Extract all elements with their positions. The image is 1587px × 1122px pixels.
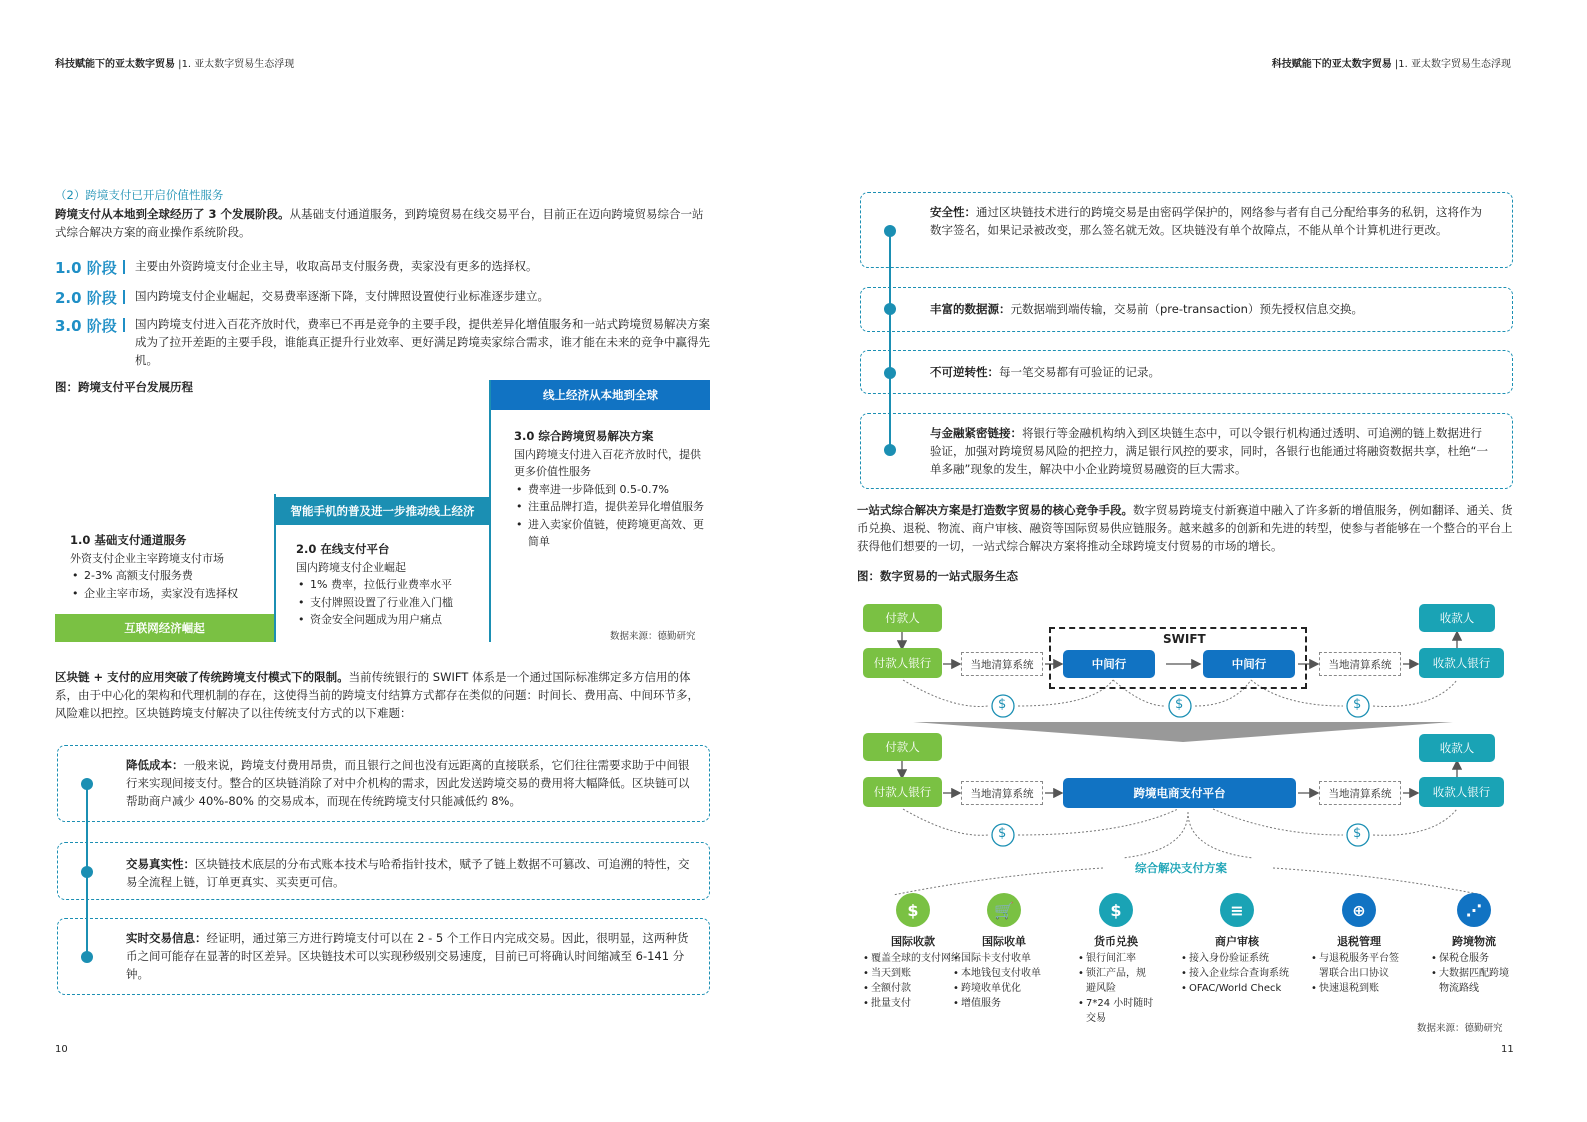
figure-2-title: 图：数字贸易的一站式服务生态: [857, 569, 1018, 583]
service-item: • 接入企业综合查询系统: [1181, 966, 1293, 981]
feature-datasource-body: 元数据端到端传输，交易前（pre-transaction）预先授权信息交换。: [1010, 302, 1363, 316]
service-item: • 覆盖全球的支付网络: [863, 951, 963, 966]
timeline-dot: [81, 866, 93, 878]
header-separator: |: [175, 59, 182, 70]
header-title: 科技赋能下的亚太数字贸易: [1271, 59, 1392, 70]
step-2-box: [296, 541, 486, 629]
intro-rest: 从基础支付通道服务，到跨境贸易在线交易平台，目前正在迈向跨境贸易综合一站式综合解决方案的商业操作系统阶段。: [55, 207, 704, 239]
feature-datasource-title: 丰富的数据源：: [930, 302, 1011, 316]
onestop-rest: 数字贸易跨境支付新赛道中融入了许多新的增值服务，例如翻译、通关、货币兑换、退税、物流、商户审核、融资等国际贸易供应链服务。越来越多的创新和先进的转型，使参与者能够在一个整合的平台上获得他们想要的一切，一站式综合解决方案将推动全球跨境支付贸易的市场的增长。: [857, 503, 1513, 553]
page-header: [55, 55, 294, 70]
local-clearing-box: 当地清算系统: [1319, 781, 1401, 805]
local-clearing-box: 当地清算系统: [1319, 652, 1401, 676]
timeline-dot: [81, 951, 93, 963]
header-separator: |: [1391, 59, 1399, 70]
network-icon: ⋰: [1457, 893, 1491, 927]
timeline-dot: [81, 778, 93, 790]
local-clearing-box: 当地清算系统: [961, 652, 1043, 676]
service-item: • 与退税服务平台签署联合出口协议: [1311, 951, 1407, 981]
benefit-authenticity-text: [126, 855, 690, 891]
right-page: [793, 0, 1587, 1122]
stage-2: [55, 287, 710, 308]
dollar-icon: $: [998, 697, 1007, 712]
intro-bold: 跨境支付从本地到全球经历了 3 个发展阶段。: [55, 207, 290, 221]
step-2-item: • 1% 费率，拉低行业费率水平: [296, 576, 486, 594]
service-item: • 7*24 小时随时交易: [1078, 996, 1154, 1026]
step-1-title: 1.0 基础支付通道服务: [70, 533, 187, 547]
page-number-right: 11: [1501, 1044, 1514, 1055]
dollar-icon: $: [1175, 697, 1184, 712]
stage-1-text: 主要由外资跨境支付企业主导，收取高昂支付服务费，卖家没有更多的选择权。: [135, 259, 538, 273]
figure-1-title: 图：跨境支付平台发展历程: [55, 380, 193, 394]
intro-paragraph: [55, 205, 710, 241]
stage-2-text: 国内跨境支付企业崛起，交易费率逐渐下降，支付牌照设置使行业标准逐步建立。: [135, 289, 549, 303]
benefit-authenticity-body: 区块链技术底层的分布式账本技术与哈希指针技术，赋予了链上数据不可篡改、可追溯的特性，交易全流程上链，订单更真实、买卖更可信。: [126, 857, 690, 889]
step-3-subtitle: 国内跨境支付进入百花齐放时代，提供更多价值性服务: [514, 447, 701, 478]
service-item: • 全额付款: [863, 981, 963, 996]
service-item: • 接入身份验证系统: [1181, 951, 1293, 966]
step-2-item: • 资金安全问题成为用户痛点: [296, 611, 486, 629]
service-item: • 保税仓服务: [1431, 951, 1517, 966]
benefit-realtime-text: [126, 929, 690, 983]
step-1-item: • 2-3% 高额支付服务费: [70, 567, 270, 585]
dollar-icon: $: [1353, 826, 1362, 841]
blockchain-paragraph: [55, 668, 710, 722]
service-title: 退税管理: [1337, 935, 1381, 948]
benefit-cost-text: [126, 756, 690, 810]
ecommerce-payment-platform-box: 跨境电商支付平台: [1063, 778, 1296, 808]
step-3-box: [514, 428, 710, 551]
service-title: 国际收款: [891, 935, 935, 948]
step-1-subtitle: 外资支付企业主宰跨境支付市场: [70, 551, 224, 565]
header-section: 1. 亚太数字贸易生态浮现: [181, 59, 295, 70]
service-item: • 国际卡支付收单: [953, 951, 1055, 966]
service-item: • 增值服务: [953, 996, 1055, 1011]
service-intl-collection: [863, 893, 963, 1011]
document-icon: ≡: [1220, 893, 1254, 927]
step-2-subtitle: 国内跨境支付企业崛起: [296, 560, 406, 574]
solution-label: 综合解决支付方案: [1135, 861, 1227, 875]
stage-2-label: 2.0 阶段: [55, 289, 117, 307]
service-item: • 本地钱包支付收单: [953, 966, 1055, 981]
payee-bank-box: 收款人银行: [1419, 648, 1504, 678]
blockchain-rest: 当前传统银行的 SWIFT 体系是一个通过国际标准绑定多方信用的体系，由于中心化的架构和代理机制的存在，这使得当前的跨境支付结算方式都存在类似的问题：时间长、费用高、中间环节多，风险难以把控。区块链跨境支付解决了以往传统支付方式的以下难题：: [55, 670, 699, 720]
payer-box: 付款人: [863, 733, 942, 761]
benefit-realtime-body: 经证明，通过第三方进行跨境支付可以在 2 - 5 个工作日内完成交易。因此，很明显，这两种货币之间可能存在显著的时区差异。区块链技术可以实现秒级别交易速度，目前已可将确认时间缩减至 6-141 分钟。: [126, 931, 689, 981]
stage-3: [55, 315, 710, 369]
stage-1: [55, 257, 710, 278]
step-3-item: • 进入卖家价值链，使跨境更高效、更简单: [514, 516, 710, 551]
blockchain-bold: 区块链 + 支付的应用突破了传统跨境支付模式下的限制。: [55, 670, 349, 684]
step-2-title: 2.0 在线支付平台: [296, 542, 390, 556]
intermediary-bank-box: 中间行: [1063, 650, 1155, 678]
feature-irreversible-title: 不可逆转性：: [930, 365, 999, 379]
service-item: • 大数据匹配跨境物流路线: [1431, 966, 1517, 996]
service-item: • 快速退税到账: [1311, 981, 1407, 996]
dollar-icon: $: [998, 826, 1007, 841]
benefit-cost-body: 一般来说，跨境支付费用昂贵，而且银行之间也没有远距离的直接联系，它们往往需要求助于中间银行来实现间接支付。整合的区块链消除了对中介机构的需求，因此发送跨境交易的费用将大幅降低。区块链可以帮助商户减少 40%-80% 的交易成本，而现在传统跨境支付只能减低约 8%。: [126, 758, 690, 808]
page-number-left: 10: [55, 1044, 68, 1055]
feature-finance-body: 将银行等金融机构纳入到区块链生态中，可以令银行机构通过透明、可追溯的链上数据进行验证，加强对跨境贸易风险的把控力，满足银行风控的要求，同时，各银行也能通过将融资数据共享，杜绝“一单多融”现象的发生，解决中小企业跨境贸易融资的巨大需求。: [930, 426, 1488, 476]
payer-bank-box: 付款人银行: [863, 648, 942, 678]
source-note-2: 数据来源：德勤研究: [1417, 1023, 1503, 1034]
feature-security-title: 安全性：: [930, 205, 976, 219]
step-bar-2: 智能手机的普及进一步推动线上经济: [276, 497, 489, 525]
stage-3-text: 国内跨境支付进入百花齐放时代，费率已不再是竞争的主要手段，提供差异化增值服务和一站式跨境贸易解决方案成为了拉开差距的主要手段，谁能真正提升行业效率、更好满足跨境卖家综合需求，谁才能在未来的竞争中赢得先机。: [135, 317, 710, 367]
feature-security-body: 通过区块链技术进行的跨境交易是由密码学保护的，网络参与者有自己分配给事务的私钥，这将作为数字签名，如果记录被改变，那么签名就无效。区块链没有单个故障点，不能从单个计算机进行更改。: [930, 205, 1482, 237]
header-section: 1. 亚太数字贸易生态浮现: [1398, 59, 1511, 70]
step-1-box: [70, 532, 270, 602]
service-item: • 跨境收单优化: [953, 981, 1055, 996]
stage-3-label: 3.0 阶段: [55, 317, 117, 335]
service-logistics: [1431, 893, 1517, 996]
service-item: • 批量支付: [863, 996, 963, 1011]
onestop-bold: 一站式综合解决方案是打造数字贸易的核心竞争手段。: [857, 503, 1133, 517]
service-title: 货币兑换: [1094, 935, 1138, 948]
stage-divider: [123, 318, 125, 332]
step-3-title: 3.0 综合跨境贸易解决方案: [514, 429, 654, 443]
step-bar-1: 互联网经济崛起: [55, 614, 274, 642]
coin-icon: $: [1099, 893, 1133, 927]
local-clearing-box: 当地清算系统: [961, 781, 1043, 805]
stage-1-label: 1.0 阶段: [55, 259, 117, 277]
service-currency-exchange: [1078, 893, 1154, 1026]
feature-finance-title: 与金融紧密链接：: [930, 426, 1022, 440]
cart-icon: 🛒: [987, 893, 1021, 927]
service-intl-acquiring: [953, 893, 1055, 1011]
intermediary-bank-box: 中间行: [1203, 650, 1295, 678]
service-merchant-review: [1181, 893, 1293, 996]
step-2-item: • 支付牌照设置了行业准入门槛: [296, 594, 486, 612]
swift-label: SWIFT: [1163, 632, 1206, 646]
step-bar-3: 线上经济从本地到全球: [491, 380, 710, 410]
step-3-item: • 注重品牌打造，提供差异化增值服务: [514, 498, 710, 516]
service-item: • 锁汇产品，规避风险: [1078, 966, 1154, 996]
payer-box: 付款人: [863, 604, 942, 632]
source-note-1: 数据来源：德勤研究: [610, 631, 696, 642]
step-3-item: • 费率进一步降低到 0.5-0.7%: [514, 481, 710, 499]
service-tax-refund: [1311, 893, 1407, 996]
globe-icon: ⊕: [1342, 893, 1376, 927]
step-1-item: • 企业主宰市场，卖家没有选择权: [70, 585, 270, 603]
payee-box: 收款人: [1419, 734, 1495, 762]
payee-bank-box: 收款人银行: [1419, 777, 1504, 807]
stage-divider: [123, 260, 125, 274]
money-icon: $: [896, 893, 930, 927]
feature-irreversible-body: 每一笔交易都有可验证的记录。: [999, 365, 1160, 379]
service-title: 国际收单: [982, 935, 1026, 948]
service-item: • OFAC/World Check: [1181, 981, 1293, 996]
payee-box: 收款人: [1419, 604, 1495, 632]
service-title: 商户审核: [1215, 935, 1259, 948]
header-title: 科技赋能下的亚太数字贸易: [55, 59, 175, 70]
service-title: 跨境物流: [1452, 935, 1496, 948]
stage-divider: [123, 290, 125, 304]
step-riser-3: [489, 380, 491, 642]
benefit-realtime-title: 实时交易信息：: [126, 931, 207, 945]
benefit-authenticity-title: 交易真实性：: [126, 857, 195, 871]
left-page: [0, 0, 793, 1122]
payer-bank-box: 付款人银行: [863, 777, 942, 807]
dollar-icon: $: [1353, 697, 1362, 712]
service-item: • 银行间汇率: [1078, 951, 1154, 966]
subsection-title: （2）跨境支付已开启价值性服务: [55, 188, 224, 202]
service-item: • 当天到账: [863, 966, 963, 981]
benefit-cost-title: 降低成本：: [126, 758, 184, 772]
